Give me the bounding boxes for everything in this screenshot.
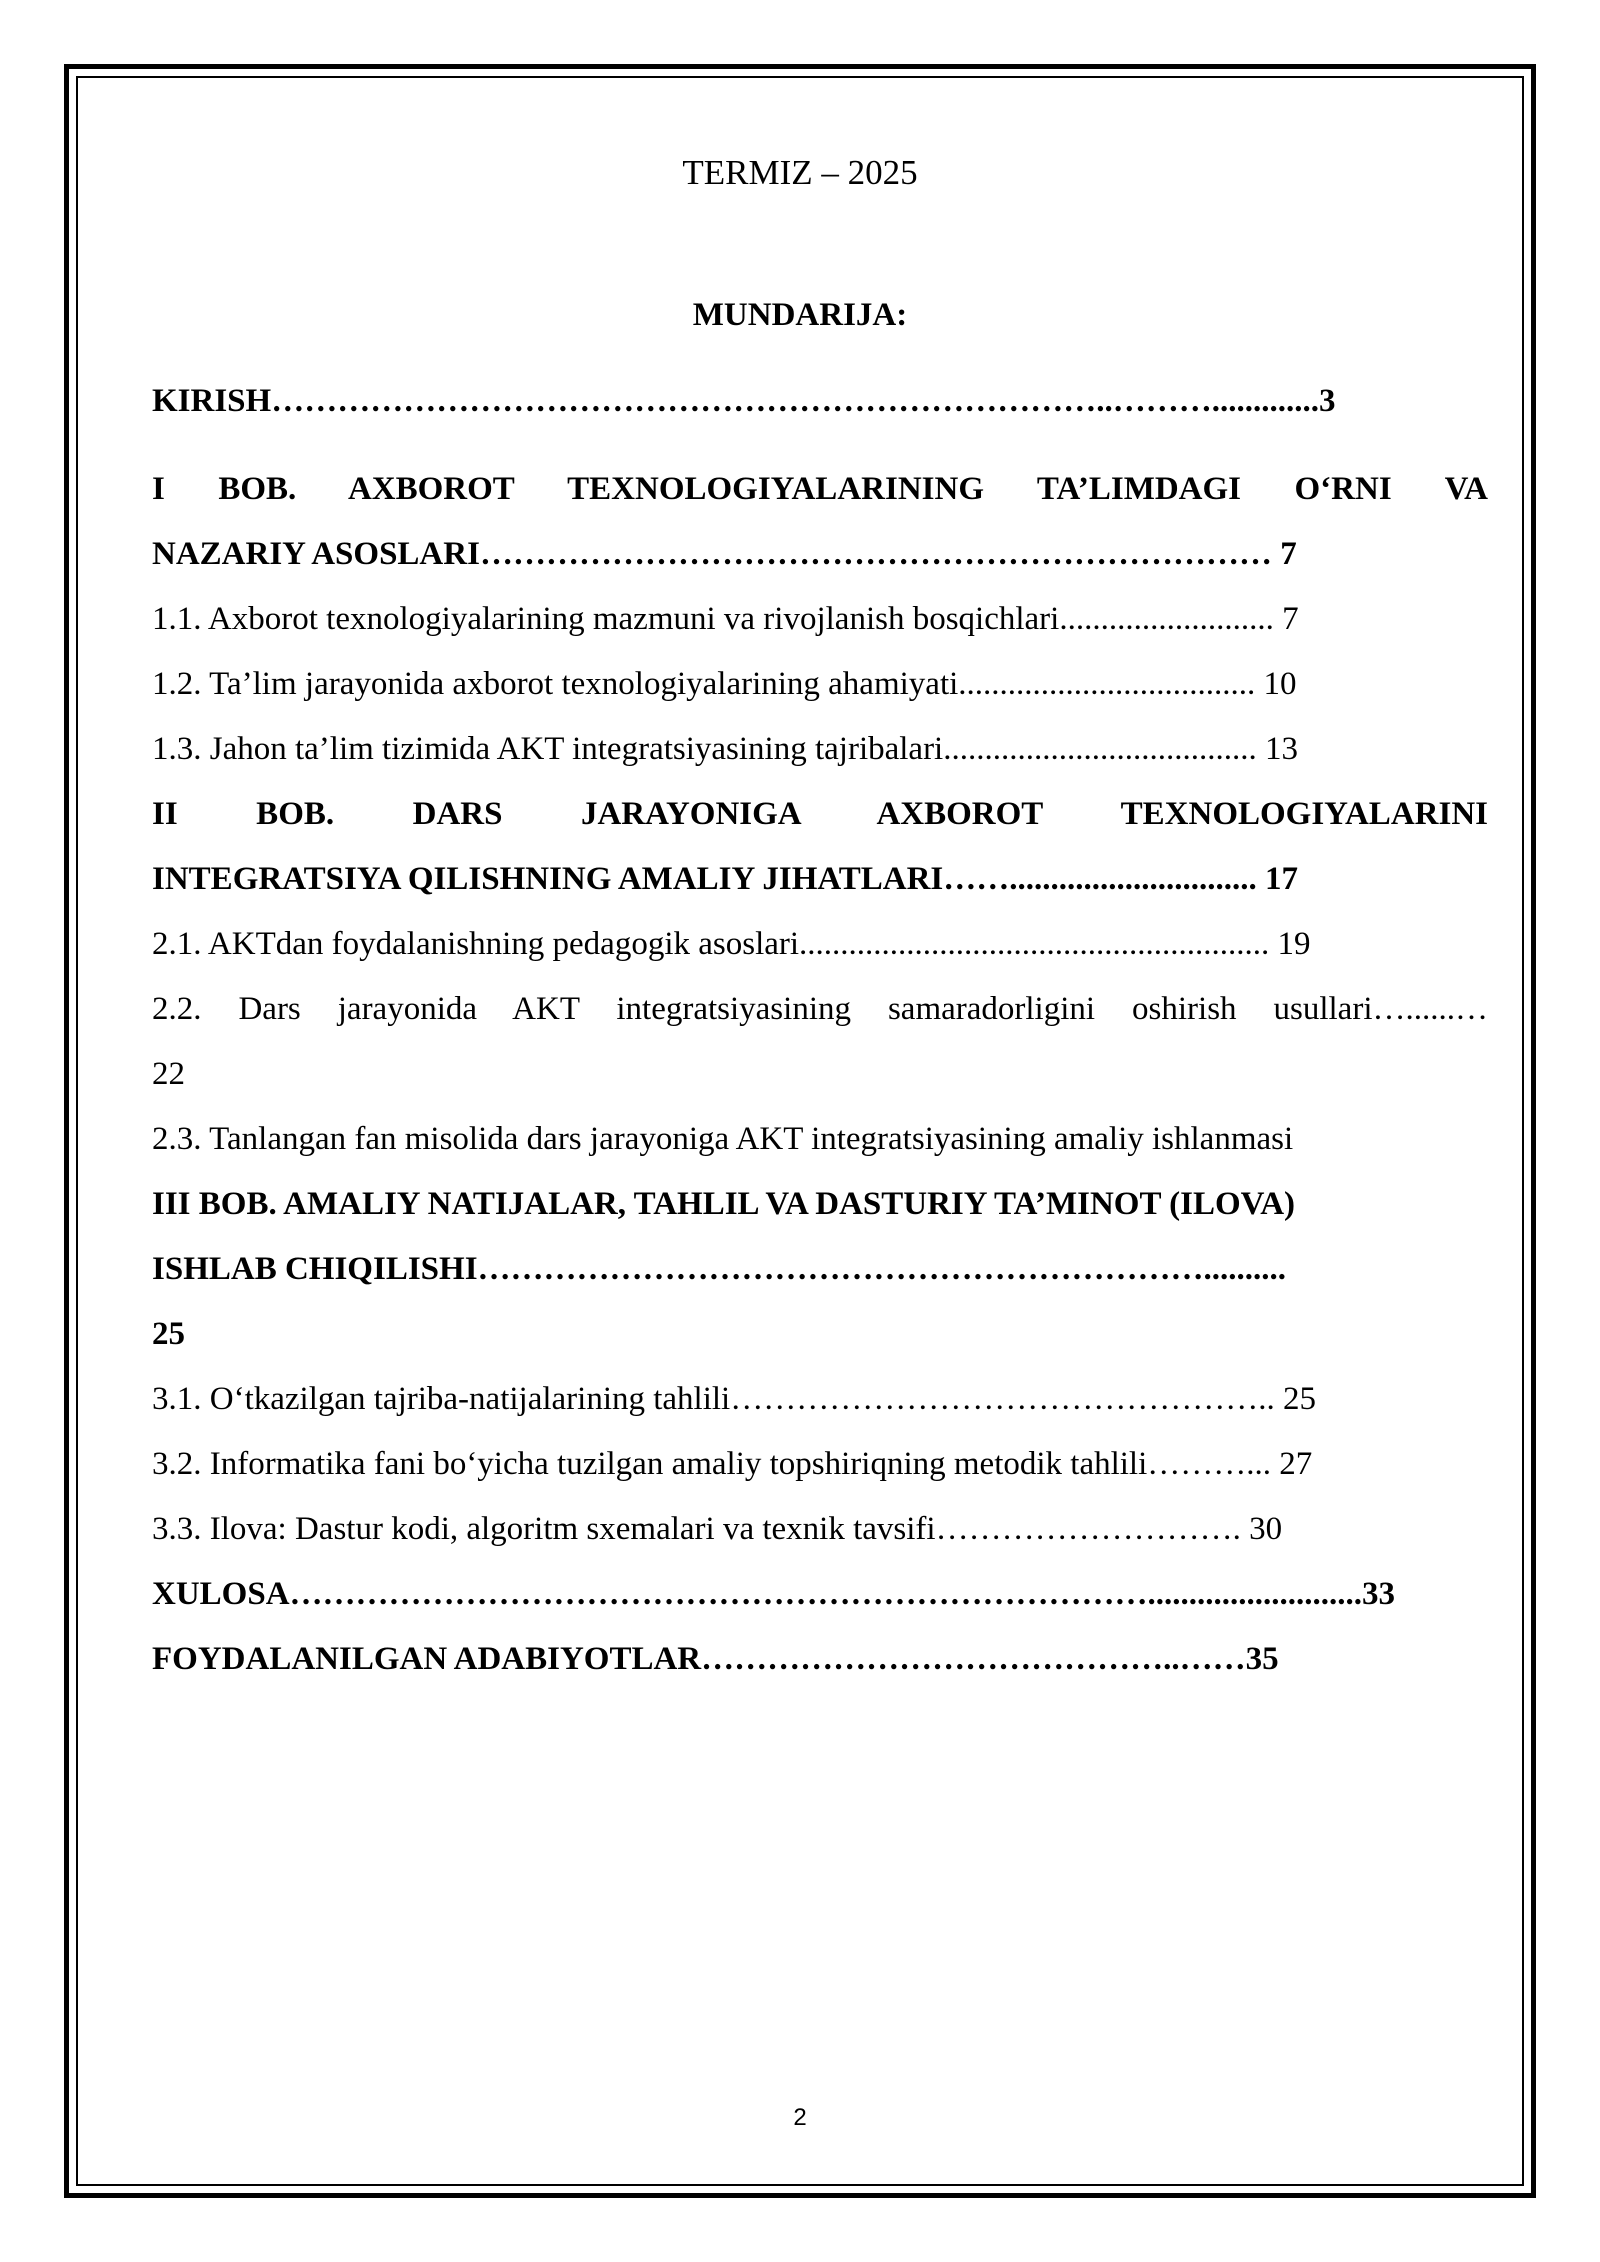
toc-entry-1-2: 1.2. Ta’lim jarayonida axborot texnologiyalarining ahamiyati.................................... 10 xyxy=(152,666,1297,702)
page-number: 2 xyxy=(793,2104,807,2131)
toc-chapter-3-line-1: III BOB. AMALIY NATIJALAR, TAHLIL VA DASTURIY TA’MINOT (ILOVA) xyxy=(152,1186,1296,1222)
toc-entry-3-3: 3.3. Ilova: Dastur kodi, algoritm sxemalari va texnik tavsifi………………………. 30 xyxy=(152,1511,1283,1547)
toc-entry-3-2: 3.2. Informatika fani bo‘yicha tuzilgan amaliy topshiriqning metodik tahlili………... 27 xyxy=(152,1446,1313,1482)
toc-chapter-1-line-2: NAZARIY ASOSLARI……………………………………………………………… 7 xyxy=(152,536,1297,572)
toc-chapter-1-line-1: I BOB. AXBOROT TEXNOLOGIYALARINING TA’LIMDAGI O‘RNI VA xyxy=(152,471,1488,507)
toc-entry-1-1: 1.1. Axborot texnologiyalarining mazmuni va rivojlanish bosqichlari.......................... 7 xyxy=(152,601,1299,637)
toc-entry-2-3: 2.3. Tanlangan fan misolida dars jarayoniga AKT integratsiyasining amaliy ishlanmasi xyxy=(152,1121,1294,1157)
toc-entry-kirish: KIRISH…………………………………………………………………..……….............3 xyxy=(152,383,1336,419)
toc-entry-3-1: 3.1. O‘tkazilgan tajriba-natijalarining tahlili………………………………………….. 25 xyxy=(152,1381,1316,1417)
toc-entry-2-2: 2.2. Dars jarayonida AKT integratsiyasining samaradorligini oshirish usullari…......… xyxy=(152,991,1488,1027)
toc-entry-2-1: 2.1. AKTdan foydalanishning pedagogik asoslari......................................................... 19 xyxy=(152,926,1311,962)
toc-entry-1-3: 1.3. Jahon ta’lim tizimida AKT integratsiyasining tajribalari...................................... 13 xyxy=(152,731,1298,767)
toc-entry-adabiyotlar: FOYDALANILGAN ADABIYOTLAR……………………………………..……35 xyxy=(152,1641,1279,1677)
city-year: TERMIZ – 2025 xyxy=(682,153,918,192)
toc-heading: MUNDARIJA: xyxy=(692,297,908,333)
toc-chapter-2-line-2: INTEGRATSIYA QILISHNING AMALIY JIHATLARI…….............................. 17 xyxy=(152,861,1299,897)
toc-chapter-3-page: 25 xyxy=(152,1316,185,1352)
toc-chapter-2-line-1: II BOB. DARS JARAYONIGA AXBOROT TEXNOLOGIYALARINI xyxy=(152,796,1488,832)
toc-chapter-3-line-2: ISHLAB CHIQILISHI………………………………………………………….......... xyxy=(152,1251,1287,1287)
toc-entry-2-2-page: 22 xyxy=(152,1056,185,1092)
toc-entry-xulosa: XULOSA……………………………………………………………………..........................33 xyxy=(152,1576,1396,1612)
